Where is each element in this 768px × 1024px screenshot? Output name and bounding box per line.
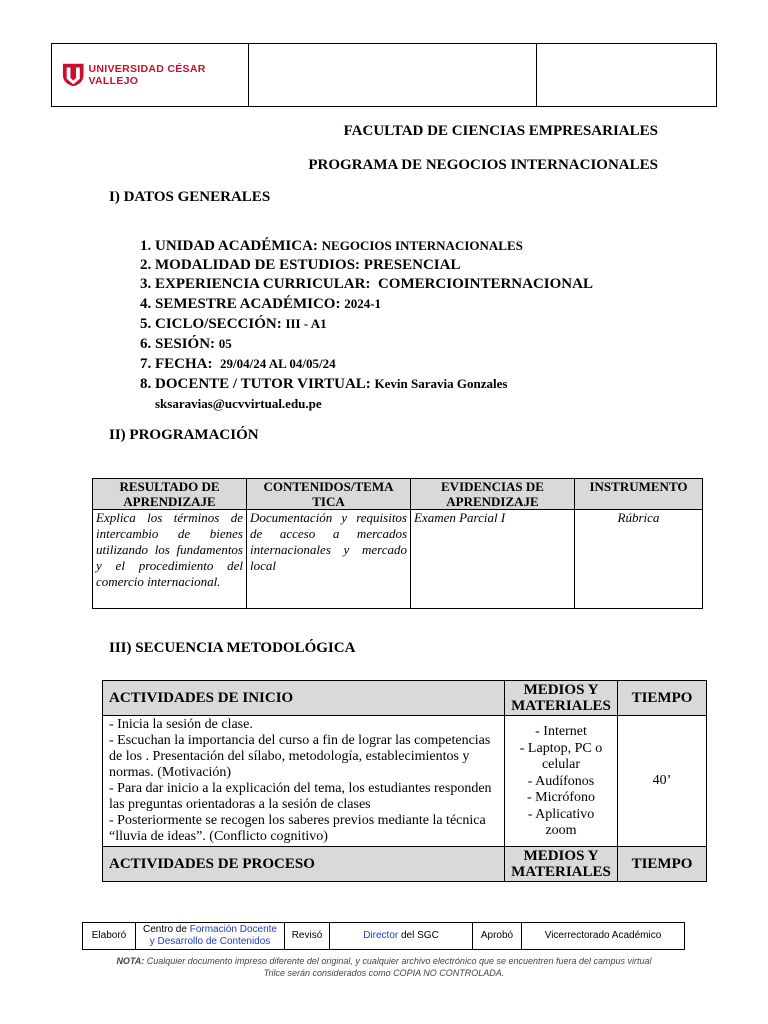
list-item: 8. DOCENTE / TUTOR VIRTUAL: Kevin Saravia Gonzales sksaravias@ucvvirtual.edu.pe bbox=[155, 374, 593, 414]
table-header-cell: RESULTADO DE APRENDIZAJE bbox=[93, 479, 247, 510]
list-item: 4. SEMESTRE ACADÉMICO: 2024-1 bbox=[155, 294, 593, 314]
material-item: - Audífonos bbox=[527, 773, 595, 789]
table-cell: Rúbrica bbox=[575, 510, 703, 609]
table-cell: Examen Parcial I bbox=[411, 510, 575, 609]
activity-item: - Posteriormente se recogen los saberes previos mediante la técnica “lluvia de ideas”. (Conflicto cognitivo) bbox=[109, 813, 486, 844]
footer-note: NOTA: Cualquier documento impreso diferente del original, y cualquier archivo electrónico que se encuentren fuera del campus virtual Trilce serán considerados como COPIA NO CONTROLADA. bbox=[116, 956, 652, 978]
table-header-row bbox=[103, 681, 707, 716]
approval-footer-table bbox=[82, 922, 685, 950]
table-cell: Explica los términos de intercambio de bienes utilizando los fundamentos y el procedimiento del comercio internacional. bbox=[93, 510, 247, 609]
programming-table bbox=[92, 478, 703, 609]
list-item: 2. MODALIDAD DE ESTUDIOS: PRESENCIAL bbox=[155, 256, 593, 275]
table-header-cell: MEDIOS Y MATERIALES bbox=[505, 847, 618, 882]
footer-cell: Vicerrectorado Académico bbox=[522, 923, 685, 950]
docente-email: sksaravias@ucvvirtual.edu.pe bbox=[155, 396, 322, 411]
table-header-cell: TIEMPO bbox=[618, 681, 707, 716]
section-3-heading: III) SECUENCIA METODOLÓGICA bbox=[109, 640, 356, 656]
table-row bbox=[103, 716, 707, 847]
list-item: 5. CICLO/SECCIÓN: III - A1 bbox=[155, 314, 593, 334]
material-item: - Micrófono bbox=[526, 790, 596, 805]
program-title: PROGRAMA DE NEGOCIOS INTERNACIONALES bbox=[308, 157, 658, 173]
table-header-cell: ACTIVIDADES DE PROCESO bbox=[103, 847, 505, 882]
table-header-cell: ACTIVIDADES DE INICIO bbox=[103, 681, 505, 716]
faculty-title: FACULTAD DE CIENCIAS EMPRESARIALES bbox=[343, 123, 658, 139]
activity-item: - Inicia la sesión de clase. bbox=[109, 717, 253, 732]
footer-cell: Aprobó bbox=[473, 923, 522, 950]
table-header-cell: MEDIOS Y MATERIALES bbox=[505, 681, 618, 716]
list-item: 7. FECHA: 29/04/24 AL 04/05/24 bbox=[155, 354, 593, 374]
time-cell: 40’ bbox=[618, 716, 707, 847]
general-data-list bbox=[128, 236, 593, 414]
document-header-box bbox=[51, 43, 717, 107]
list-item: 1. UNIDAD ACADÉMICA: NEGOCIOS INTERNACIONALES bbox=[155, 236, 593, 256]
table-row bbox=[83, 923, 685, 950]
section-2-heading: II) PROGRAMACIÓN bbox=[109, 427, 259, 443]
header-divider bbox=[536, 44, 537, 106]
table-cell: Documentación y requisitos de acceso a mercados internacionales y mercado local bbox=[247, 510, 411, 609]
table-header-cell: INSTRUMENTO bbox=[575, 479, 703, 510]
section-1-heading: I) DATOS GENERALES bbox=[109, 189, 271, 205]
university-logo bbox=[62, 62, 248, 88]
activity-item: - Para dar inicio a la explicación del tema, los estudiantes responden las preguntas orientadoras a la sesión de clases bbox=[109, 781, 492, 812]
footer-cell: Director del SGC bbox=[330, 923, 473, 950]
material-item: - Laptop, PC o celular bbox=[519, 740, 603, 772]
methodology-table bbox=[102, 680, 707, 882]
footer-cell: Elaboró bbox=[83, 923, 136, 950]
materials-cell bbox=[505, 716, 618, 847]
table-header-cell: EVIDENCIAS DE APRENDIZAJE bbox=[411, 479, 575, 510]
table-header-cell: CONTENIDOS/TEMA TICA bbox=[247, 479, 411, 510]
table-header-row bbox=[103, 847, 707, 882]
table-header-cell: TIEMPO bbox=[618, 847, 707, 882]
footer-cell: Centro de Formación Docente y Desarrollo de Contenidos bbox=[136, 923, 285, 950]
material-item: - Internet bbox=[535, 724, 587, 739]
logo-cell bbox=[52, 44, 249, 106]
list-item: 3. EXPERIENCIA CURRICULAR: COMERCIOINTERNACIONAL bbox=[155, 275, 593, 294]
footer-cell: Revisó bbox=[285, 923, 330, 950]
table-header-row bbox=[93, 479, 703, 510]
list-item: 6. SESIÓN: 05 bbox=[155, 334, 593, 354]
activities-cell bbox=[103, 716, 505, 847]
activity-item: - Escuchan la importancia del curso a fin de lograr las competencias de los . Presentación del sílabo, metodología, establecimientos y normas. (Motivación) bbox=[109, 733, 491, 780]
material-item: - Aplicativo zoom bbox=[527, 806, 595, 838]
ucv-shield-icon bbox=[62, 62, 85, 88]
table-row bbox=[93, 510, 703, 609]
logo-text: UNIVERSIDAD CÉSAR VALLEJO bbox=[88, 63, 206, 87]
